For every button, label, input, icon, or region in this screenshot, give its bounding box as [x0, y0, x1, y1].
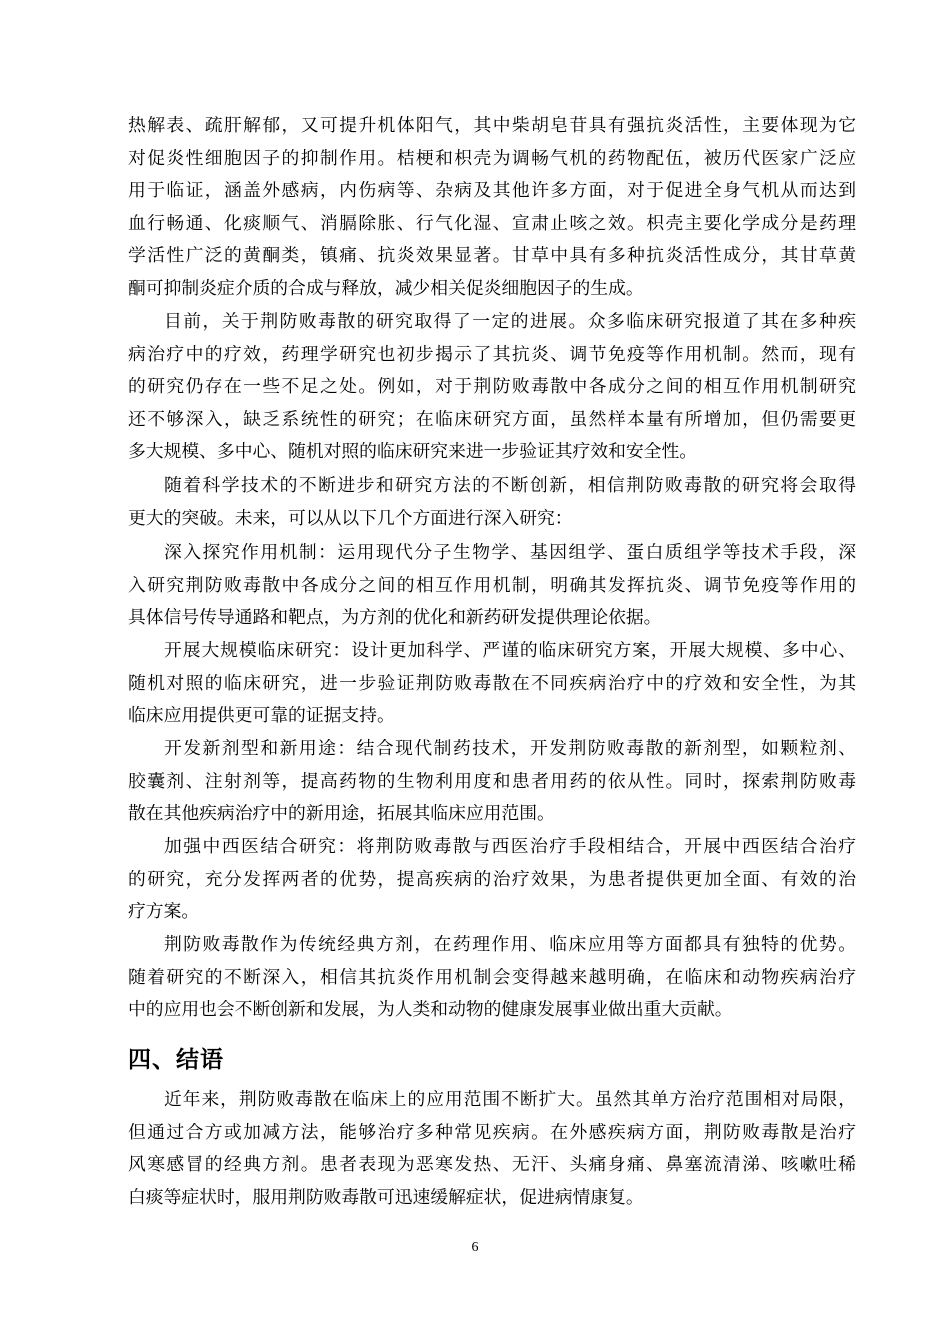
text-line: 深入探究作用机制：运用现代分子生物学、基因组学、蛋白质组学等技术手段，深	[164, 542, 856, 563]
text-line: 白痰等症状时，服用荆防败毒散可迅速缓解症状，促进病情康复。	[128, 1186, 644, 1208]
text-line: 中的应用也会不断创新和发展，为人类和动物的健康发展事业做出重大贡献。	[128, 999, 733, 1021]
text-line: 加强中西医结合研究：将荆防败毒散与西医治疗手段相结合，开展中西医结合治疗	[164, 836, 856, 857]
text-line: 开发新剂型和新用途：结合现代制药技术，开发荆防败毒散的新剂型，如颗粒剂、	[164, 738, 856, 759]
text-line: 风寒感冒的经典方剂。患者表现为恶寒发热、无汗、头痛身痛、鼻塞流清涕、咳嗽吐稀	[128, 1154, 856, 1176]
text-line: 胶囊剂、注射剂等，提高药物的生物利用度和患者用药的依从性。同时，探索荆防败毒	[128, 770, 856, 792]
paragraph-integrated-medicine	[128, 831, 856, 929]
paragraph-research-progress	[128, 306, 856, 469]
text-line: 学活性广泛的黄酮类，镇痛、抗炎效果显著。甘草中具有多种抗炎活性成分，其甘草黄	[128, 245, 856, 267]
paragraph-future-directions	[128, 470, 856, 535]
section-heading: 四、结语	[128, 1047, 224, 1073]
paragraph-mechanism-research	[128, 537, 856, 635]
text-line: 的研究，充分发挥两者的优势，提高疾病的治疗效果，为患者提供更加全面、有效的治	[128, 868, 856, 890]
text-line: 具体信号传导通路和靶点，为方剂的优化和新药研发提供理论依据。	[128, 607, 662, 629]
text-line: 入研究荆防败毒散中各成分之间的相互作用机制，明确其发挥抗炎、调节免疫等作用的	[128, 574, 856, 596]
text-line: 病治疗中的疗效，药理学研究也初步揭示了其抗炎、调节免疫等作用机制。然而，现有	[128, 343, 856, 365]
paragraph-clinical-research	[128, 635, 856, 733]
text-line: 更大的突破。未来，可以从以下几个方面进行深入研究：	[128, 507, 573, 529]
text-line: 血行畅通、化痰顺气、消膈除胀、行气化湿、宣肃止咳之效。枳壳主要化学成分是药理	[128, 212, 856, 234]
paragraph-conclusion	[128, 1084, 856, 1214]
page-number: 6	[471, 1240, 479, 1255]
text-line: 随着科学技术的不断进步和研究方法的不断创新，相信荆防败毒散的研究将会取得	[164, 475, 856, 496]
text-line: 目前，关于荆防败毒散的研究取得了一定的进展。众多临床研究报道了其在多种疾	[164, 311, 856, 332]
text-line: 的研究仍存在一些不足之处。例如，对于荆防败毒散中各成分之间的相互作用机制研究	[128, 376, 856, 398]
text-line: 开展大规模临床研究：设计更加科学、严谨的临床研究方案，开展大规模、多中心、	[164, 640, 856, 661]
text-line: 散在其他疾病治疗中的新用途，拓展其临床应用范围。	[128, 803, 555, 825]
text-line: 随机对照的临床研究，进一步验证荆防败毒散在不同疾病治疗中的疗效和安全性，为其	[128, 672, 856, 694]
text-line: 多大规模、多中心、随机对照的临床研究来进一步验证其疗效和安全性。	[128, 441, 698, 463]
text-line: 疗方案。	[128, 901, 200, 923]
paragraph-summary	[128, 929, 856, 1027]
text-line: 对促炎性细胞因子的抑制作用。桔梗和枳壳为调畅气机的药物配伍，被历代医家广泛应	[128, 147, 856, 169]
text-line: 临床应用提供更可靠的证据支持。	[128, 705, 395, 727]
text-line: 酮可抑制炎症介质的合成与释放，减少相关促炎细胞因子的生成。	[128, 277, 644, 299]
text-line: 随着研究的不断深入，相信其抗炎作用机制会变得越来越明确，在临床和动物疾病治疗	[128, 966, 856, 988]
text-line: 荆防败毒散作为传统经典方剂，在药理作用、临床应用等方面都具有独特的优势。	[164, 934, 856, 955]
text-line: 用于临证，涵盖外感病，内伤病等、杂病及其他许多方面，对于促进全身气机从而达到	[128, 180, 856, 202]
text-line: 但通过合方或加减方法，能够治疗多种常见疾病。在外感疾病方面，荆防败毒散是治疗	[128, 1121, 856, 1143]
text-line: 还不够深入，缺乏系统性的研究；在临床研究方面，虽然样本量有所增加，但仍需要更	[128, 408, 856, 430]
text-line: 近年来，荆防败毒散在临床上的应用范围不断扩大。虽然其单方治疗范围相对局限，	[164, 1089, 856, 1110]
text-line: 热解表、疏肝解郁，又可提升机体阳气，其中柴胡皂苷具有强抗炎活性，主要体现为它	[128, 115, 856, 136]
paragraph-new-formulations	[128, 733, 856, 831]
paragraph-herbs-continuation	[128, 110, 856, 306]
